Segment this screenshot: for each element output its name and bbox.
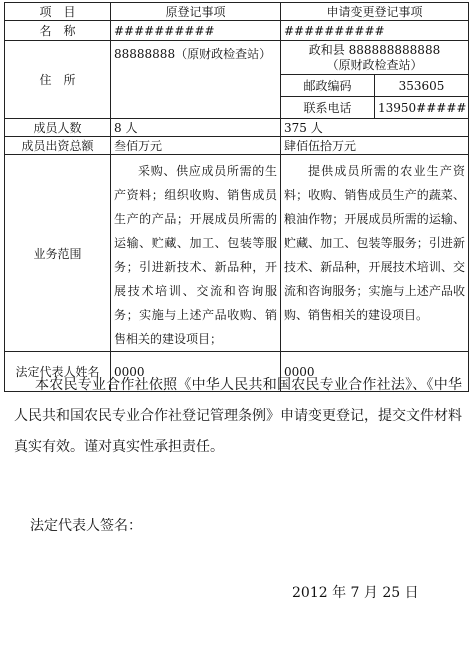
- header-row: [5, 3, 469, 21]
- capital-label: 成员出资总额: [5, 137, 111, 155]
- declaration-statement: [14, 370, 462, 463]
- members-original: 8 人: [111, 119, 281, 137]
- postal-value: 353605: [375, 75, 469, 97]
- members-row: [5, 119, 469, 137]
- header-original: 原登记事项: [111, 3, 281, 21]
- name-label: 名 称: [5, 21, 111, 41]
- scope-change: [281, 155, 469, 352]
- address-change: [281, 41, 469, 75]
- header-change: 申请变更登记事项: [281, 3, 469, 21]
- scope-label: 业务范围: [5, 155, 111, 352]
- capital-row: [5, 137, 469, 155]
- capital-original: 叁佰万元: [111, 137, 281, 155]
- members-change: 375 人: [281, 119, 469, 137]
- address-change-line1: 政和县 888888888888: [308, 42, 441, 57]
- scope-original: [111, 155, 281, 352]
- phone-label: 联系电话: [281, 97, 375, 119]
- scope-original-text: 采购、供应成员所需的生产资料；组织收购、销售成员生产的产品；开展成员所需的运输、贮藏、加工、包装等服务；引进新技术、新品种，开展技术培训、交流和咨询服务；实施与上述产品收购、销售相关的建设项目；: [114, 164, 277, 346]
- scope-row: [5, 155, 469, 352]
- rep-label: 法定代表人姓名: [5, 352, 111, 392]
- rep-change: 0000: [281, 352, 469, 392]
- name-change: ##########: [281, 21, 469, 41]
- members-label: 成员人数: [5, 119, 111, 137]
- name-original: ##########: [111, 21, 281, 41]
- address-original: 88888888（原财政检查站）: [111, 41, 281, 119]
- declaration-text: 本农民专业合作社依照《中华人民共和国农民专业合作社法》、《中华人民共和国农民专业合作社登记管理条例》申请变更登记，提交文件材料真实有效。谨对真实性承担责任。: [14, 377, 462, 455]
- phone-value: 13950#####: [375, 97, 469, 119]
- header-item: 项 目: [5, 3, 111, 21]
- rep-original: 0000: [111, 352, 281, 392]
- address-label: 住 所: [5, 41, 111, 119]
- address-row: [5, 41, 469, 75]
- signing-date: 2012 年 7 月 25 日: [292, 585, 419, 601]
- address-change-line2: （原财政检查站）: [326, 57, 423, 72]
- name-row: [5, 21, 469, 41]
- registration-change-table: [4, 2, 469, 392]
- capital-change: 肆佰伍拾万元: [281, 137, 469, 155]
- scope-change-text: 提供成员所需的农业生产资料；收购、销售成员生产的蔬菜、粮油作物；开展成员所需的运输、贮藏、加工、包装等服务；引进新技术、新品种，开展技术培训、交流和咨询服务；实施与上述产品收购、销售相关的建设项目。: [284, 164, 466, 322]
- signature-label: 法定代表人签名：: [30, 518, 142, 534]
- postal-label: 邮政编码: [281, 75, 375, 97]
